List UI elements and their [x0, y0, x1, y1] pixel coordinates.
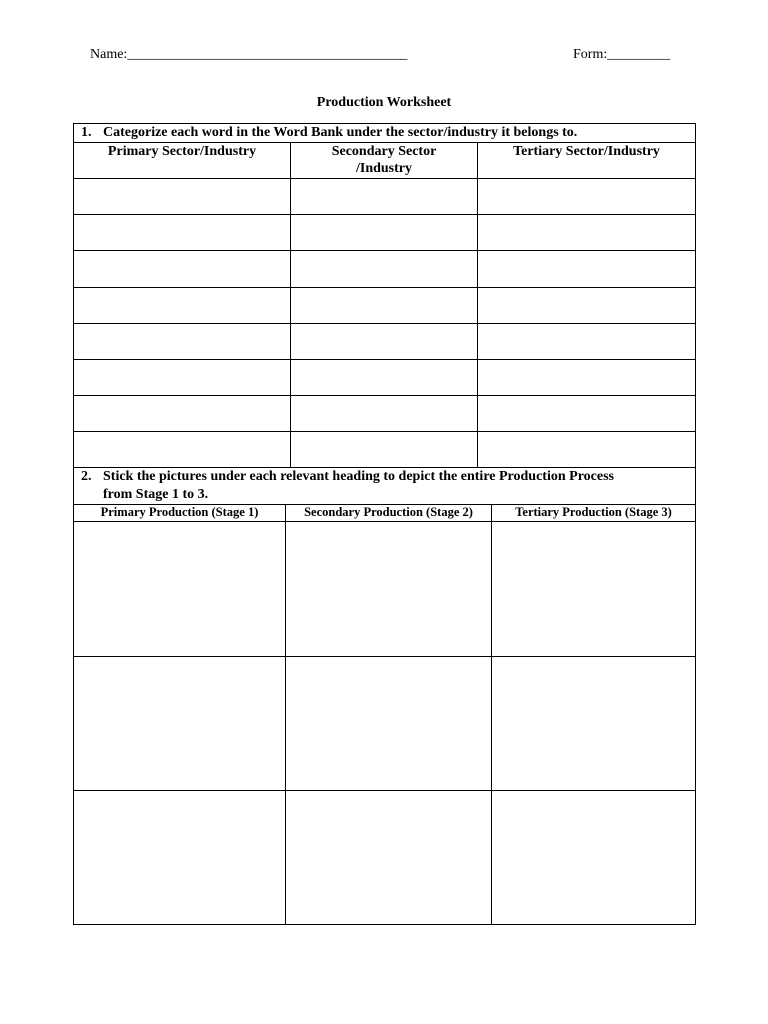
answer-cell[interactable]	[478, 360, 695, 395]
answer-cell[interactable]	[478, 179, 695, 214]
column-header-secondary-sector: Secondary Sector	[331, 144, 437, 159]
answer-cell[interactable]	[74, 251, 290, 287]
column-header-tertiary-sector: Tertiary Sector/Industry	[513, 144, 660, 159]
answer-cell[interactable]	[478, 251, 695, 287]
question-2-number: 2.	[81, 469, 92, 484]
form-field[interactable]	[573, 47, 670, 63]
answer-cell[interactable]	[291, 215, 477, 250]
answer-cell[interactable]	[291, 324, 477, 359]
answer-cell[interactable]	[478, 396, 695, 431]
column-header-secondary-production: Secondary Production (Stage 2)	[304, 505, 473, 519]
question-2-instruction-line1: Stick the pictures under each relevant heading to depict the entire Production Process	[103, 469, 614, 484]
answer-cell[interactable]	[74, 324, 290, 359]
answer-cell[interactable]	[291, 396, 477, 431]
picture-cell[interactable]	[492, 791, 695, 924]
picture-cell[interactable]	[74, 657, 285, 790]
picture-cell[interactable]	[286, 522, 491, 656]
answer-cell[interactable]	[291, 360, 477, 395]
answer-cell[interactable]	[74, 360, 290, 395]
answer-cell[interactable]	[74, 179, 290, 214]
answer-cell[interactable]	[291, 179, 477, 214]
answer-cell[interactable]	[291, 251, 477, 287]
column-header-primary-sector: Primary Sector/Industry	[107, 144, 257, 159]
column-header-secondary-sector-line2: /Industry	[355, 161, 413, 176]
answer-cell[interactable]	[478, 324, 695, 359]
question-1-instruction: Categorize each word in the Word Bank under the sector/industry it belongs to.	[103, 125, 578, 140]
answer-cell[interactable]	[478, 215, 695, 250]
answer-cell[interactable]	[291, 288, 477, 323]
answer-cell[interactable]	[74, 288, 290, 323]
answer-cell[interactable]	[74, 432, 290, 467]
picture-cell[interactable]	[286, 791, 491, 924]
picture-cell[interactable]	[286, 657, 491, 790]
picture-cell[interactable]	[492, 657, 695, 790]
answer-cell[interactable]	[478, 432, 695, 467]
answer-cell[interactable]	[74, 396, 290, 431]
picture-cell[interactable]	[74, 791, 285, 924]
answer-cell[interactable]	[74, 215, 290, 250]
name-field[interactable]	[90, 47, 407, 63]
answer-cell[interactable]	[291, 432, 477, 467]
question-2-instruction-line2: from Stage 1 to 3.	[103, 487, 209, 502]
question-1-number: 1.	[81, 125, 92, 140]
form-label: Form:	[573, 47, 608, 62]
name-label: Name:	[90, 47, 128, 62]
column-header-primary-production: Primary Production (Stage 1)	[100, 505, 259, 519]
page-title: Production Worksheet	[316, 95, 452, 110]
answer-cell[interactable]	[478, 288, 695, 323]
form-blank[interactable]: _________	[607, 47, 671, 62]
picture-cell[interactable]	[74, 522, 285, 656]
column-header-tertiary-production: Tertiary Production (Stage 3)	[515, 505, 672, 519]
picture-cell[interactable]	[492, 522, 695, 656]
name-blank[interactable]: ________________________________________	[127, 47, 408, 62]
